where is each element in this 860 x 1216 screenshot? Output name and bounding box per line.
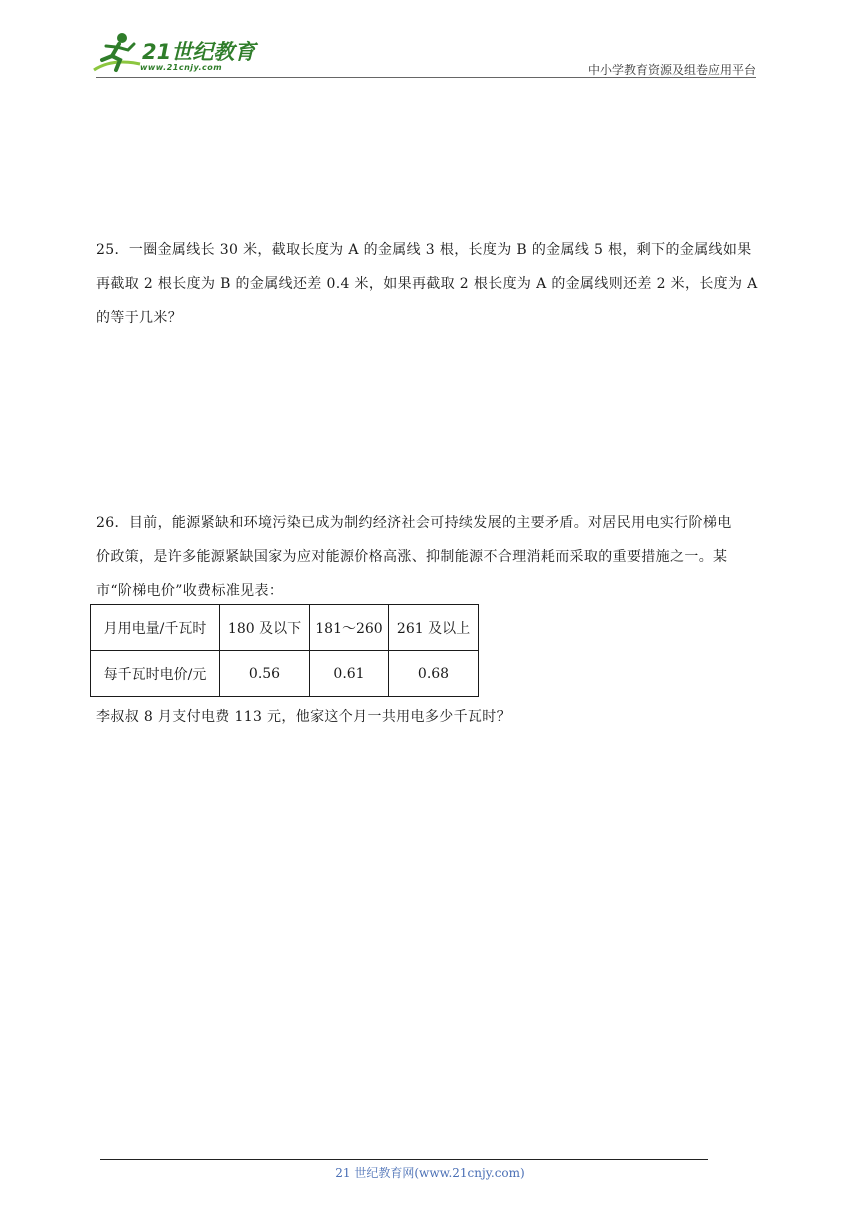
table-cell: 0.56 bbox=[220, 651, 310, 697]
logo-text: 21世纪教育 bbox=[142, 40, 256, 64]
question-25-line-1: 25．一圈金属线长 30 米，截取长度为 A 的金属线 3 根，长度为 B 的金属线 5 根，剩下的金属线如果 bbox=[96, 242, 752, 258]
table-cell: 181～260 bbox=[310, 605, 389, 651]
question-25-line-2: 再截取 2 根长度为 B 的金属线还差 0.4 米，如果再截取 2 根长度为 A 的金属线则还差 2 米，长度为 A bbox=[96, 276, 758, 292]
page-header bbox=[0, 0, 860, 90]
tiered-price-table bbox=[90, 604, 479, 697]
footer-divider bbox=[100, 1159, 708, 1160]
table-row bbox=[91, 651, 479, 697]
question-26-line-1: 26．目前，能源紧缺和环境污染已成为制约经济社会可持续发展的主要矛盾。对居民用电实行阶梯电 bbox=[96, 515, 732, 531]
question-26-line-2: 价政策，是许多能源紧缺国家为应对能源价格高涨、抑制能源不合理消耗而采取的重要措施之一。某 bbox=[96, 549, 728, 565]
question-26 bbox=[96, 506, 764, 608]
header-divider bbox=[96, 77, 756, 78]
question-26-line-3: 市“阶梯电价”收费标准见表： bbox=[96, 583, 284, 599]
table-cell: 261 及以上 bbox=[389, 605, 479, 651]
table-row bbox=[91, 605, 479, 651]
table-cell: 0.68 bbox=[389, 651, 479, 697]
table-cell: 0.61 bbox=[310, 651, 389, 697]
site-logo[interactable] bbox=[92, 30, 262, 78]
table-cell: 月用电量/千瓦时 bbox=[91, 605, 220, 651]
question-25 bbox=[96, 233, 764, 335]
logo-url: www.21cnjy.com bbox=[140, 63, 223, 72]
table-cell: 每千瓦时电价/元 bbox=[91, 651, 220, 697]
table-cell: 180 及以下 bbox=[220, 605, 310, 651]
runner-logo-icon bbox=[92, 30, 144, 76]
footer-link[interactable]: 21 世纪教育网(www.21cnjy.com) bbox=[335, 1166, 525, 1180]
platform-name: 中小学教育资源及组卷应用平台 bbox=[587, 63, 756, 77]
question-25-line-3: 的等于几米？ bbox=[96, 310, 183, 326]
question-26-prompt: 李叔叔 8 月支付电费 113 元，他家这个月一共用电多少千瓦时？ bbox=[96, 709, 511, 725]
